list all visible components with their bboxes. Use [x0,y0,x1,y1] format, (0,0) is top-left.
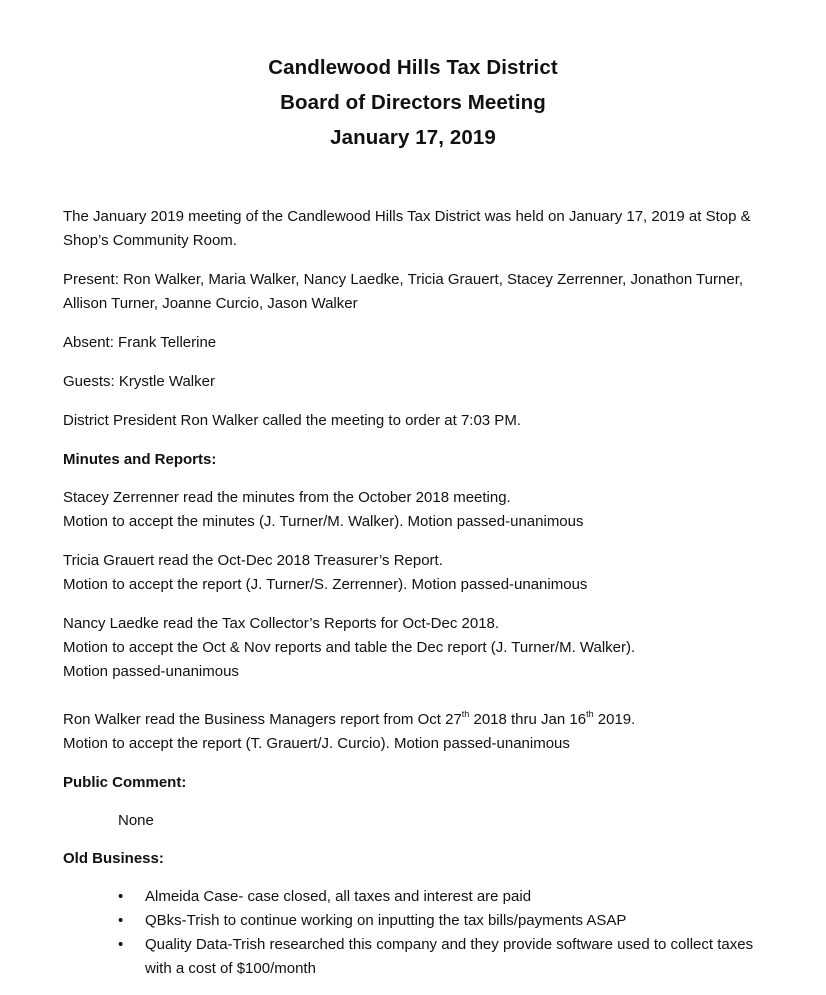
intro-line: Shop’s Community Room. [63,232,237,249]
tax-collector-item-line: Nancy Laedke read the Tax Collector’s Reports for Oct-Dec 2018. [63,615,500,632]
meeting-title: Board of Directors Meeting [280,91,546,114]
intro-paragraph [63,205,773,253]
minutes-item-line: Motion to accept the minutes (J. Turner/M. Walker). Motion passed-unanimous [63,513,584,530]
present-line: Present: Ron Walker, Maria Walker, Nancy Laedke, Tricia Grauert, Stacey Zerrenner, Jonathon Turner, [63,271,744,288]
bullet-icon: • [118,912,124,929]
ordinal-suffix: th [461,709,470,719]
minutes-item-line: Stacey Zerrenner read the minutes from the October 2018 meeting. [63,489,511,506]
list-item-line: Quality Data-Trish researched this company and they provide software used to collect taxes [145,936,754,953]
present-line: Allison Turner, Joanne Curcio, Jason Walker [63,295,358,312]
absent-paragraph: Absent: Frank Tellerine [63,334,217,351]
minutes-item [63,486,773,534]
tax-collector-item [63,612,773,684]
business-manager-item-line: Motion to accept the report (T. Grauert/J. Curcio). Motion passed-unanimous [63,735,570,752]
list-item [118,909,773,933]
organization-title: Candlewood Hills Tax District [268,56,558,79]
guests-paragraph: Guests: Krystle Walker [63,373,215,390]
ordinal-suffix: th [586,709,594,719]
document-header [0,50,826,155]
present-paragraph [63,268,773,316]
business-manager-item [63,708,773,756]
minutes-body [63,205,773,981]
public-comment-text: None [118,812,154,829]
treasurer-item-line: Tricia Grauert read the Oct-Dec 2018 Treasurer’s Report. [63,552,443,569]
tax-collector-item-line: Motion passed-unanimous [63,663,239,680]
list-item-line: Almeida Case- case closed, all taxes and interest are paid [145,888,532,905]
public-comment-heading: Public Comment: [63,774,187,791]
list-item [118,885,773,909]
list-item-line: with a cost of $100/month [145,960,316,977]
bullet-icon: • [118,936,124,953]
intro-line: The January 2019 meeting of the Candlewood Hills Tax District was held on January 17, 2019 at Stop & [63,208,751,225]
minutes-reports-heading: Minutes and Reports: [63,451,217,468]
list-item [118,933,773,981]
old-business-list [63,885,773,981]
tax-collector-item-line: Motion to accept the Oct & Nov reports and table the Dec report (J. Turner/M. Walker). [63,639,636,656]
treasurer-item-line: Motion to accept the report (J. Turner/S. Zerrenner). Motion passed-unanimous [63,576,588,593]
business-manager-item-line [63,708,773,732]
bullet-icon: • [118,888,124,905]
list-item-line: QBks-Trish to continue working on inputting the tax bills/payments ASAP [145,912,627,929]
report-text: 2018 thru Jan 16 [469,711,587,728]
meeting-date: January 17, 2019 [330,126,496,149]
old-business-heading: Old Business: [63,850,164,867]
call-to-order-paragraph: District President Ron Walker called the meeting to order at 7:03 PM. [63,412,521,429]
treasurer-item [63,549,773,597]
report-text: 2019. [593,711,636,728]
report-text: Ron Walker read the Business Managers report from Oct 27 [63,711,462,728]
